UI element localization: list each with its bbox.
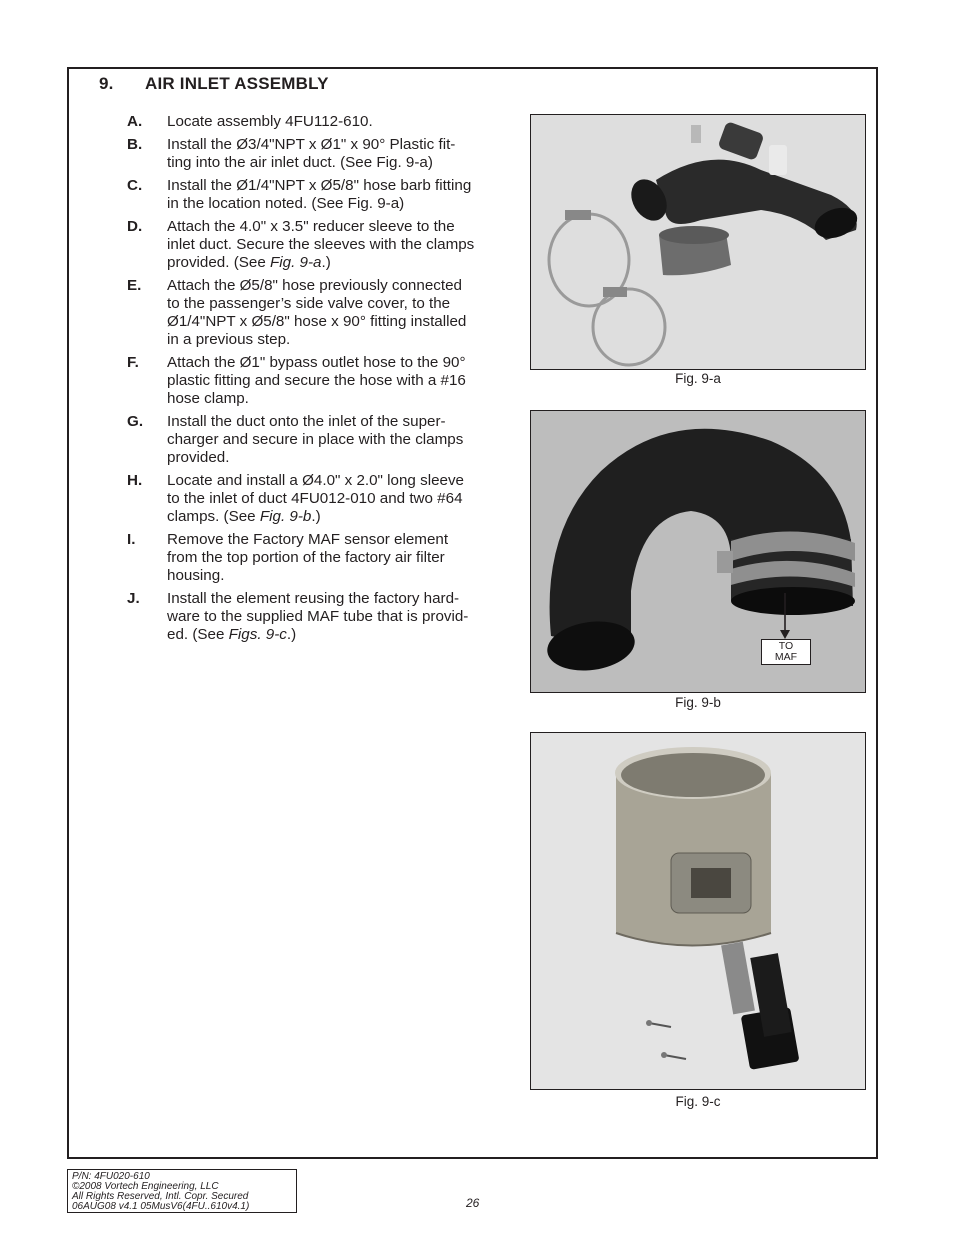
step-text-end: .): [321, 254, 331, 271]
section-title: AIR INLET ASSEMBLY: [145, 74, 329, 93]
step-text-end: .): [311, 508, 321, 525]
section-number: 9.: [99, 74, 114, 93]
step-item: [127, 218, 519, 272]
figure-9c-photo: [530, 732, 866, 1090]
step-fig-ref: Fig. 9-b: [259, 508, 312, 525]
step-item: [127, 277, 519, 349]
step-item: [127, 590, 519, 644]
page-number: 26: [466, 1196, 480, 1210]
step-item: [127, 136, 519, 172]
step-text: Attach the Ø5/8" hose previously connected to the passenger’s side valve cover, to the Ø1/4"NPT x Ø5/8" hose x 90° fitting installed in a previous step.: [167, 277, 467, 348]
step-item: [127, 413, 519, 467]
step-letter: D.: [127, 218, 143, 235]
footer-info: [67, 1169, 297, 1213]
step-item: [127, 472, 519, 526]
figure-9a-caption: Fig. 9-a: [675, 371, 721, 386]
step-letter: J.: [127, 590, 140, 607]
step-item: [127, 354, 519, 408]
step-text: Install the Ø3/4"NPT x Ø1" x 90° Plastic fit- ting into the air inlet duct. (See Fig. 9-a): [167, 136, 456, 171]
step-letter: F.: [127, 354, 139, 371]
step-letter: I.: [127, 531, 136, 548]
step-text: Install the Ø1/4"NPT x Ø5/8" hose barb fitting in the location noted. (See Fig. 9-a): [167, 177, 472, 212]
step-letter: G.: [127, 413, 144, 430]
step-text-end: .): [286, 626, 297, 643]
step-text: Install the element reusing the factory hard- ware to the supplied MAF tube that is provid- ed. (See: [167, 590, 469, 643]
to-maf-label: [761, 639, 811, 665]
footer-version: 06AUG08 v4.1 05MusV6(4FU..610v4.1): [72, 1201, 250, 1212]
to-maf-label-line1: TO: [778, 640, 794, 652]
step-text: Remove the Factory MAF sensor element from the top portion of the factory air filter housing.: [167, 531, 449, 584]
step-item: [127, 113, 519, 131]
step-list: [127, 113, 519, 649]
step-text: Attach the Ø1" bypass outlet hose to the 90° plastic fitting and secure the hose with a #16 hose clamp.: [167, 354, 466, 407]
step-letter: B.: [127, 136, 143, 153]
step-letter: H.: [127, 472, 143, 489]
step-letter: A.: [127, 113, 143, 130]
step-text: Attach the 4.0" x 3.5" reducer sleeve to the inlet duct. Secure the sleeves with the clamps provided. (See: [167, 218, 475, 271]
figure-9a-photo: [530, 114, 866, 370]
step-text: Locate and install a Ø4.0" x 2.0" long sleeve to the inlet of duct 4FU012-010 and two #64 clamps. (See: [167, 472, 465, 525]
figure-9b-caption: Fig. 9-b: [675, 695, 721, 710]
step-letter: E.: [127, 277, 142, 294]
step-item: [127, 531, 519, 585]
section-heading: [99, 74, 329, 94]
to-maf-label-line2: MAF: [774, 651, 798, 663]
figure-9b-photo: [530, 410, 866, 693]
footer-rights: All Rights Reserved, Intl. Copr. Secured: [72, 1191, 249, 1202]
footer-part-number: P/N: 4FU020-610: [72, 1171, 150, 1182]
step-fig-ref: Fig. 9-a: [270, 254, 322, 271]
step-text: Locate assembly 4FU112-610.: [167, 113, 373, 130]
step-fig-ref: Figs. 9-c: [228, 626, 287, 643]
figure-9c-caption: Fig. 9-c: [675, 1094, 721, 1109]
step-text: Install the duct onto the inlet of the super- charger and secure in place with the clamps provided.: [167, 413, 464, 466]
footer-copyright: ©2008 Vortech Engineering, LLC: [72, 1181, 219, 1192]
step-letter: C.: [127, 177, 143, 194]
step-item: [127, 177, 519, 213]
